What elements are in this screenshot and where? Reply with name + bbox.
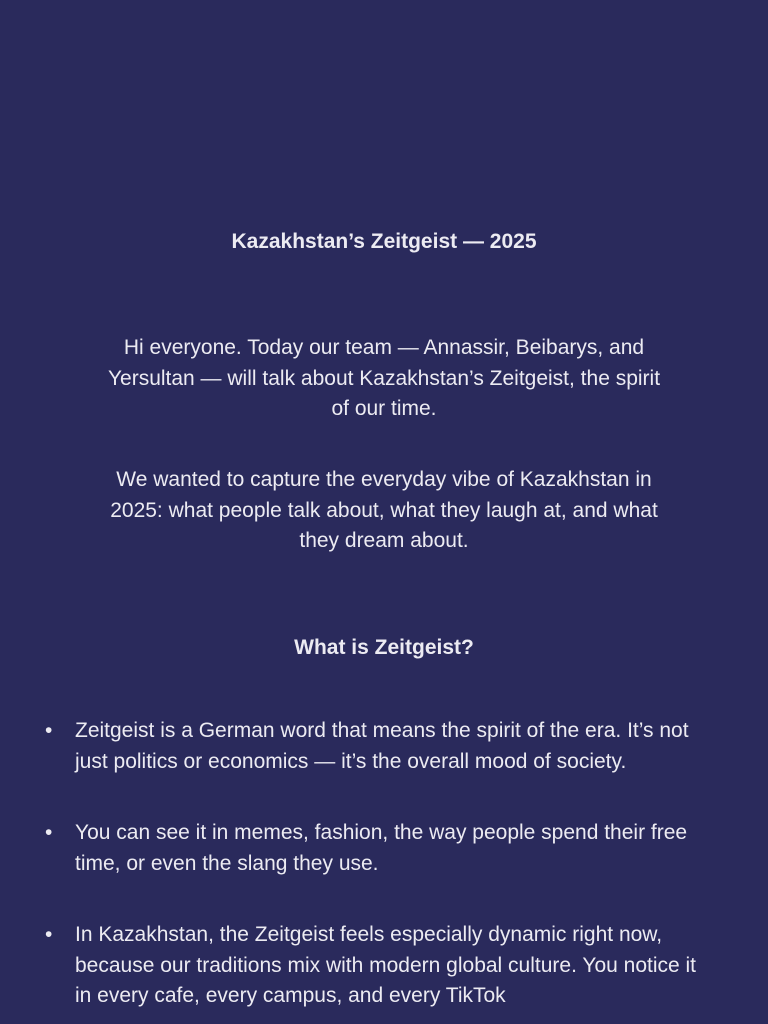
bullet-text: In Kazakhstan, the Zeitgeist feels especially dynamic right now, because our traditions mix with modern global culture. You notice it in every cafe, every campus, and every TikTok <box>75 923 697 1007</box>
document-title: Kazakhstan’s Zeitgeist — 2025 <box>231 230 537 253</box>
bullet-icon: • <box>45 821 53 844</box>
intro-paragraph: Hi everyone. Today our team — Annassir, Beibarys, and Yersultan — will talk about Kazakhstan’s Zeitgeist, the spirit of our time. <box>107 336 661 420</box>
bullet-icon: • <box>45 923 53 946</box>
bullet-item <box>0 716 768 777</box>
bullet-text: Zeitgeist is a German word that means the spirit of the era. It’s not just politics or economics — it’s the overall mood of society. <box>75 719 689 773</box>
bullet-item <box>0 920 768 1012</box>
section-heading: What is Zeitgeist? <box>294 636 474 659</box>
bullet-item <box>0 818 768 879</box>
intro-paragraph: We wanted to capture the everyday vibe of Kazakhstan in 2025: what people talk about, what they laugh at, and what they dream about. <box>110 468 658 552</box>
bullet-text: You can see it in memes, fashion, the way people spend their free time, or even the slang they use. <box>75 821 688 875</box>
bullet-list <box>0 716 768 1024</box>
bullet-icon: • <box>45 719 53 742</box>
